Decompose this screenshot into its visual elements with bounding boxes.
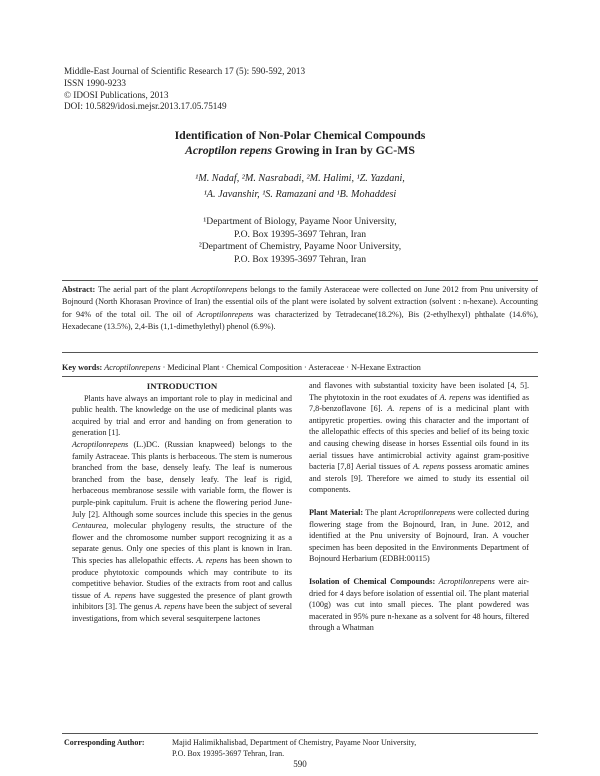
corresponding-author-label: Corresponding Author: — [64, 738, 145, 747]
isolation-section — [309, 576, 529, 634]
plant-material-species: Acroptilonrepens — [399, 507, 456, 517]
right-species-1: A. repens — [439, 392, 471, 402]
intro-paragraph-2 — [72, 439, 292, 625]
right-column — [309, 380, 529, 634]
paper-title — [0, 128, 600, 158]
title-line-2 — [0, 143, 600, 158]
plant-material-text-b: were collected during flowering stage from the Bojnourd, Iran, in June. 2012, and identified at the Pnu university of Bojnourd, Iran. A voucher specimen has been deposited in the Environments Department of Bojnourd Herbarium (EDBH:00115) — [309, 507, 529, 564]
intro-species-ar3: A. repens — [154, 602, 186, 612]
right-species-2: A. repens — [387, 404, 421, 414]
right-text-b: was identified as 7,8-benzoflavone [6]. — [309, 392, 530, 414]
keywords-rest: · Medicinal Plant · Chemical Composition · Asteraceae · N-Hexane Extraction — [160, 363, 421, 372]
corresponding-author — [64, 737, 416, 759]
intro-paragraph-1: Plants have always an important role to play in medicinal and public health. The knowledge on the use of medicinal plants was acquired by trial and error and handing on from generation to generation [1]. — [72, 393, 292, 438]
abstract-text-2: belongs to the family Asteraceae were collected on June 2012 from Pnu university of Bojnourd (North Khorasan Province of Iran) the essential oils of the plant were isolated by solvent extraction (solvent : n-hexane). Accounting for 94% of the total oil. The oil of — [62, 285, 538, 319]
right-text-d: possess aromatic amines and sterols [9]. Therefore we aimed to study its essential oil components. — [309, 462, 529, 495]
isolation-text: were air-dried for 4 days before isolation of essential oil. The plant material (100g) was cut into small pieces. The plant powdered was macerated in 95% pure n-hexane as a solvent for 48 hours, filtered through a Whatman — [309, 576, 529, 633]
intro-text-b: (L.)DC. (Russian knapweed) belongs to the family Astraceae. This plants is herbaceous. The stem is numerous branched from the base, densely leafy. The leaf is numerous branched from the base, densely leafy. The leaf is rigid, herbaceous membranose sessile with variable form, the flower is purple-pink capitulum. Fruit is achene the flowering period June-July [2]. Although some sources include this species in the genus — [72, 439, 292, 519]
intro-species: Acroptilonrepens — [72, 439, 129, 449]
authors-line-1: ¹M. Nadaf, ²M. Nasrabadi, ²M. Halimi, ¹Z. Yazdani, — [195, 173, 405, 184]
journal-header — [64, 66, 305, 113]
introduction-heading: INTRODUCTION — [146, 381, 218, 391]
copyright: © IDOSI Publications, 2013 — [64, 89, 169, 100]
affiliations — [0, 216, 600, 266]
affiliation-2-line-2: P.O. Box 19395-3697 Tehran, Iran — [233, 253, 367, 265]
keywords — [62, 362, 538, 373]
abstract-top-rule — [62, 280, 538, 281]
title-line-1: Identification of Non-Polar Chemical Compounds — [174, 128, 426, 142]
page-number: 590 — [293, 759, 307, 769]
title-line-2-rest: Growing in Iran by GC-MS — [271, 143, 415, 157]
intro-text-f: have been the subject of several investigations, from which several sesquiterpene lactones — [72, 602, 293, 623]
corresponding-author-line-1: Majid Halimikhalisbad, Department of Chemistry, Payame Noor University, — [172, 738, 417, 747]
keywords-bottom-rule — [62, 376, 538, 377]
affiliation-1-line-1: ¹Department of Biology, Payame Noor University, — [203, 216, 397, 227]
intro-text-d: has been shown to produce phytotoxic compounds which may contribute to its competitive behavior. Studies of the extracts from root and callus tissue of — [72, 555, 292, 600]
author-list — [0, 171, 600, 202]
abstract-species-2: Acroptilonrepens — [197, 309, 254, 319]
corresponding-author-line-2: P.O. Box 19395-3697 Tehran, Iran. — [172, 749, 285, 758]
keyword-species: Acroptilonrepens — [104, 363, 161, 372]
right-species-3: A. repens — [413, 462, 445, 472]
title-species: Acroptilon repens — [185, 143, 272, 157]
intro-species-ar2: A. repens — [104, 590, 136, 600]
affiliation-2-line-1: ²Department of Chemistry, Payame Noor University, — [198, 241, 402, 252]
right-text-c: of is a medicinal plant with antipyretic properties. owing this character and the important of the allelopathic effects of this species and belief of its being toxic and causing chewing disease in horses Essential oils found in its aerial tissues have antimicrobial activity against gram-positive bacteria [7,8] Aerial tissues of — [309, 404, 529, 472]
doi: DOI: 10.5829/idosi.mejsr.2013.17.05.75149 — [64, 101, 227, 112]
intro-text-c: molecular phylogeny results, the structure of the flower and the chromosome number support recognizing it as a separate genus. Only one species of this plant is known in Iran. This species has allelopathic effects. — [72, 521, 292, 565]
left-column — [72, 381, 292, 624]
abstract-bottom-rule — [62, 352, 538, 353]
plant-material-section — [309, 507, 529, 565]
journal-citation: Middle-East Journal of Scientific Research 17 (5): 590-592, 2013 — [64, 66, 306, 76]
abstract-species-1: Acroptilonrepens — [191, 285, 248, 294]
authors-line-2: ¹A. Javanshir, ¹S. Ramazani and ¹B. Mohaddesi — [203, 188, 397, 200]
intro-genus: Centaurea, — [72, 521, 109, 531]
right-text-a: and flavones with substantial toxicity have been isolated [4, 5]. The phytotoxin in the root exudates of — [309, 381, 529, 402]
intro-continued — [309, 380, 529, 496]
keywords-label: Key words: — [62, 363, 103, 372]
intro-text-e: have suggested the presence of plant growth inhibitors [3]. The genus — [72, 590, 292, 612]
plant-material-text-a: The plant — [363, 507, 399, 517]
abstract-text-3: was characterized by Tetradecane(18.2%), Bis (2-ethylhexyl) phthalate (14.6%), Hexadecane (13.5%), 2,4-Bis (1,1-dimethylethyl) phenol (6.9%). — [62, 309, 538, 332]
issn: ISSN 1990-9233 — [64, 77, 127, 88]
plant-material-heading: Plant Material: — [309, 507, 364, 517]
isolation-species: Acroptilonrepens — [435, 576, 495, 586]
abstract-text-1: The aerial part of the plant — [95, 285, 192, 294]
intro-species-ar1: A. repens — [196, 555, 228, 565]
affiliation-1-line-2: P.O. Box 19395-3697 Tehran, Iran — [233, 228, 367, 240]
footer-rule — [62, 733, 538, 734]
abstract — [62, 284, 538, 334]
isolation-heading: Isolation of Chemical Compounds: — [309, 576, 436, 586]
abstract-label: Abstract: — [62, 285, 96, 294]
